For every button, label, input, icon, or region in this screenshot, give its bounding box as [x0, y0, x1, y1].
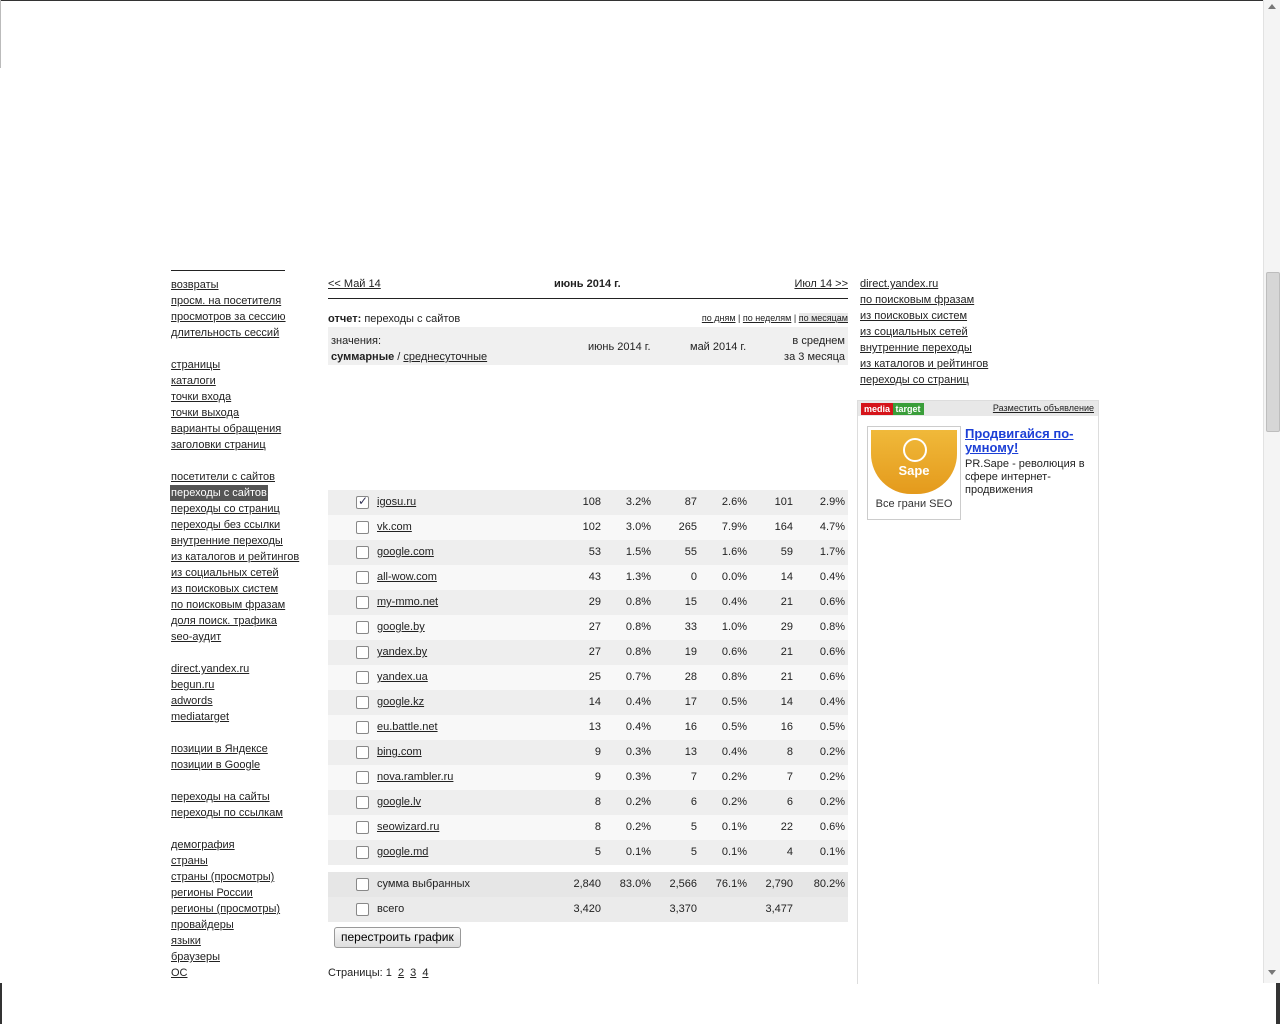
ad-image-slogan: Все грани SEO — [875, 498, 953, 510]
ad-text: PR.Sape - революция в сфере интернет-продвижения — [965, 458, 1085, 496]
cell-v1: 27 — [588, 621, 601, 633]
nav-item[interactable]: просм. на посетителя — [171, 295, 282, 307]
nav-item[interactable]: доля поиск. трафика — [171, 615, 278, 627]
table-row — [328, 790, 848, 815]
cell-v3: 8 — [786, 746, 793, 758]
prev-month-link[interactable]: << Май 14 — [328, 278, 381, 290]
values-header — [328, 327, 848, 365]
nav-divider — [171, 270, 285, 271]
values-sum: суммарные — [331, 351, 395, 363]
cell-v1: 9 — [594, 771, 601, 783]
nav-item[interactable]: из поисковых систем — [171, 583, 279, 595]
cell-p3: 0.6% — [819, 671, 845, 683]
nav-item[interactable]: mediatarget — [171, 711, 230, 723]
nav-item[interactable]: точки выхода — [171, 407, 240, 419]
row-checkbox[interactable] — [356, 796, 369, 809]
cell-p1: 1.5% — [625, 546, 651, 558]
right-nav-item[interactable]: из каталогов и рейтингов — [860, 358, 989, 370]
site-link[interactable]: seowizard.ru — [377, 821, 440, 833]
cell-v2: 16 — [684, 721, 697, 733]
cell-v3: 59 — [780, 546, 793, 558]
row-checkbox[interactable] — [356, 903, 369, 916]
period-separator: | — [738, 313, 741, 323]
cell-v3: 21 — [780, 671, 793, 683]
cell-p3: 0.1% — [819, 846, 845, 858]
nav-item[interactable]: страны — [171, 855, 208, 867]
table-row — [328, 840, 848, 865]
cell-p1: 0.4% — [625, 696, 651, 708]
nav-item[interactable]: переходы по ссылкам — [171, 807, 283, 819]
cell-v3: 6 — [786, 796, 793, 808]
row-checkbox[interactable] — [356, 571, 369, 584]
row-checkbox[interactable] — [356, 696, 369, 709]
cell-p1: 3.0% — [625, 521, 651, 533]
row-checkbox[interactable] — [356, 596, 369, 609]
cell-p3: 0.4% — [819, 696, 845, 708]
cell-v3: 101 — [774, 496, 793, 508]
row-checkbox[interactable] — [356, 621, 369, 634]
cell-v1: 2,840 — [573, 878, 601, 890]
pages-label: Страницы: — [328, 967, 383, 979]
values-avg-link[interactable]: среднесуточные — [403, 351, 488, 363]
cell-p2: 0.4% — [721, 596, 747, 608]
table-row — [328, 690, 848, 715]
cell-v2: 5 — [690, 846, 697, 858]
nav-item[interactable]: позиции в Google — [171, 759, 261, 771]
month-navigation — [328, 276, 848, 299]
right-nav-item[interactable]: внутренние переходы — [860, 342, 972, 354]
cell-v3: 21 — [780, 596, 793, 608]
cell-p2: 76.1% — [715, 878, 747, 890]
site-link[interactable]: google.com — [377, 546, 434, 558]
cell-v1: 25 — [588, 671, 601, 683]
cell-v2: 28 — [684, 671, 697, 683]
sites-table — [328, 490, 848, 865]
right-nav-item[interactable]: из социальных сетей — [860, 326, 968, 338]
cell-p1: 0.3% — [625, 771, 651, 783]
nav-item[interactable]: заголовки страниц — [171, 439, 266, 451]
row-checkbox[interactable] — [356, 546, 369, 559]
cell-p1: 0.2% — [625, 796, 651, 808]
cell-v2: 0 — [690, 571, 697, 583]
table-row — [328, 815, 848, 840]
cell-p3: 1.7% — [819, 546, 845, 558]
cell-p3: 0.4% — [819, 571, 845, 583]
cell-p2: 0.5% — [721, 721, 747, 733]
scroll-thumb[interactable] — [1266, 272, 1280, 432]
table-row — [328, 715, 848, 740]
cell-p3: 2.9% — [819, 496, 845, 508]
total-row — [328, 872, 848, 897]
nav-item[interactable]: браузеры — [171, 951, 220, 963]
mediatarget-logo[interactable]: media target — [861, 403, 924, 415]
place-ad-link[interactable]: Разместить объявление — [992, 403, 1094, 413]
nav-group-gap — [171, 821, 311, 837]
table-row — [328, 590, 848, 615]
window-left-border-bottom — [0, 983, 2, 1024]
site-link[interactable]: vk.com — [377, 521, 412, 533]
period-weeks-link[interactable]: по неделям — [742, 313, 792, 323]
cell-v1: 5 — [594, 846, 601, 858]
nav-item[interactable]: просмотров за сессию — [171, 311, 286, 323]
site-link[interactable]: yandex.ua — [377, 671, 428, 683]
nav-item[interactable]: провайдеры — [171, 919, 234, 931]
nav-item[interactable]: ОС — [171, 967, 188, 979]
values-label: значения: — [331, 335, 382, 347]
total-row — [328, 897, 848, 922]
nav-group-gap — [171, 453, 311, 469]
nav-item[interactable]: begun.ru — [171, 679, 215, 691]
cell-v2: 13 — [684, 746, 697, 758]
cell-p2: 1.6% — [721, 546, 747, 558]
cell-v2: 3,370 — [669, 903, 697, 915]
nav-item[interactable]: позиции в Яндексе — [171, 743, 268, 755]
cell-p2: 0.6% — [721, 646, 747, 658]
cell-p3: 0.6% — [819, 821, 845, 833]
cell-p1: 0.7% — [625, 671, 651, 683]
cell-v3: 164 — [774, 521, 793, 533]
cell-v2: 2,566 — [669, 878, 697, 890]
cell-v1: 9 — [594, 746, 601, 758]
cell-p1: 0.1% — [625, 846, 651, 858]
table-row — [328, 665, 848, 690]
cell-p2: 1.0% — [721, 621, 747, 633]
vertical-scrollbar[interactable] — [1263, 0, 1280, 983]
current-month: июнь 2014 г. — [554, 278, 621, 290]
table-row — [328, 490, 848, 515]
cell-p2: 2.6% — [721, 496, 747, 508]
cell-v3: 22 — [780, 821, 793, 833]
cell-p1: 0.4% — [625, 721, 651, 733]
site-link[interactable]: bing.com — [377, 746, 422, 758]
wreath-icon — [903, 438, 927, 462]
table-row — [328, 615, 848, 640]
nav-item[interactable]: переходы со страниц — [171, 503, 280, 515]
nav-item[interactable]: регионы России — [171, 887, 253, 899]
cell-p3: 0.2% — [819, 796, 845, 808]
cell-v1: 108 — [582, 496, 601, 508]
cell-p2: 0.4% — [721, 746, 747, 758]
cell-p2: 0.2% — [721, 796, 747, 808]
cell-p3: 0.5% — [819, 721, 845, 733]
ad-title-link[interactable]: Продвигайся по-умному! — [965, 426, 1074, 455]
nav-item[interactable]: точки входа — [171, 391, 232, 403]
cell-p3: 0.2% — [819, 746, 845, 758]
cell-v2: 5 — [690, 821, 697, 833]
cell-p1: 3.2% — [625, 496, 651, 508]
nav-item[interactable]: переходы без ссылки — [171, 519, 281, 531]
cell-v1: 14 — [588, 696, 601, 708]
cell-v3: 3,477 — [765, 903, 793, 915]
ad-image[interactable] — [867, 426, 961, 520]
row-checkbox[interactable] — [356, 521, 369, 534]
cell-p2: 0.1% — [721, 846, 747, 858]
cell-p3: 0.2% — [819, 771, 845, 783]
cell-v1: 43 — [588, 571, 601, 583]
site-link[interactable]: google.lv — [377, 796, 422, 808]
page-link-4[interactable]: 4 — [422, 967, 429, 979]
cell-v3: 29 — [780, 621, 793, 633]
pagination — [328, 967, 428, 979]
row-checkbox[interactable] — [356, 846, 369, 859]
nav-item[interactable]: переходы на сайты — [171, 791, 270, 803]
cell-v2: 33 — [684, 621, 697, 633]
cell-p3: 0.8% — [819, 621, 845, 633]
table-row — [328, 765, 848, 790]
page-link-2[interactable]: 2 — [397, 967, 405, 979]
cell-p3: 4.7% — [819, 521, 845, 533]
nav-group-gap — [171, 341, 311, 357]
cell-p1: 0.8% — [625, 646, 651, 658]
cell-p1: 0.3% — [625, 746, 651, 758]
site-link[interactable]: yandex.by — [377, 646, 428, 658]
report-label: отчет: переходы с сайтов — [328, 313, 461, 325]
nav-item[interactable]: языки — [171, 935, 201, 947]
report-panel — [328, 276, 848, 363]
nav-item[interactable]: регионы (просмотры) — [171, 903, 281, 915]
table-row — [328, 740, 848, 765]
table-row — [328, 515, 848, 540]
page-current: 1 — [385, 967, 392, 979]
cell-v3: 14 — [780, 571, 793, 583]
right-nav-item[interactable]: direct.yandex.ru — [860, 278, 939, 290]
cell-v2: 19 — [684, 646, 697, 658]
ad-image-brand: Sape — [898, 463, 930, 478]
nav-item[interactable]: страны (просмотры) — [171, 871, 275, 883]
table-row — [328, 640, 848, 665]
cell-v2: 6 — [690, 796, 697, 808]
cell-v1: 53 — [588, 546, 601, 558]
total-label: сумма выбранных — [377, 878, 471, 890]
cell-p3: 0.6% — [819, 646, 845, 658]
values-mode — [331, 333, 487, 365]
sape-shield-icon — [871, 430, 957, 494]
total-label: всего — [377, 903, 405, 915]
site-link[interactable]: igosu.ru — [377, 496, 417, 508]
site-link[interactable]: all-wow.com — [377, 571, 437, 583]
ad-block — [857, 400, 1099, 984]
row-checkbox[interactable] — [356, 771, 369, 784]
nav-group-gap — [171, 645, 311, 661]
right-nav-item[interactable]: из поисковых систем — [860, 310, 968, 322]
right-nav-item[interactable]: переходы со страниц — [860, 374, 969, 386]
cell-v3: 2,790 — [765, 878, 793, 890]
window-right-border-bottom — [1276, 983, 1280, 1024]
cell-p2: 0.5% — [721, 696, 747, 708]
cell-v3: 4 — [786, 846, 793, 858]
cell-p1: 0.2% — [625, 821, 651, 833]
totals-table — [328, 872, 848, 922]
next-month-link[interactable]: Июл 14 >> — [794, 278, 848, 290]
report-name: переходы с сайтов — [364, 313, 461, 325]
cell-p3: 80.2% — [813, 878, 845, 890]
cell-p1: 1.3% — [625, 571, 651, 583]
nav-item[interactable]: варианты обращения — [171, 423, 282, 435]
nav-item[interactable]: direct.yandex.ru — [171, 663, 250, 675]
period-switcher — [702, 313, 848, 323]
site-link[interactable]: eu.battle.net — [377, 721, 438, 733]
site-link[interactable]: google.md — [377, 846, 429, 858]
cell-p1: 0.8% — [625, 621, 651, 633]
cell-v3: 14 — [780, 696, 793, 708]
row-checkbox[interactable] — [356, 671, 369, 684]
nav-item[interactable]: adwords — [171, 695, 213, 707]
cell-v1: 102 — [582, 521, 601, 533]
cell-p1: 0.8% — [625, 596, 651, 608]
nav-item[interactable]: возвраты — [171, 279, 219, 291]
cell-v1: 8 — [594, 821, 601, 833]
nav-item[interactable]: seo-аудит — [171, 631, 222, 643]
row-checkbox[interactable] — [356, 746, 369, 759]
column-header-june: июнь 2014 г. — [588, 341, 651, 353]
cell-v1: 3,420 — [573, 903, 601, 915]
cell-v2: 17 — [684, 696, 697, 708]
nav-group-gap — [171, 773, 311, 789]
window-left-border — [0, 0, 1, 68]
nav-item[interactable]: страницы — [171, 359, 221, 371]
scroll-up-arrow-icon[interactable] — [1268, 4, 1276, 9]
nav-item[interactable]: внутренние переходы — [171, 535, 283, 547]
nav-item[interactable]: длительность сессий — [171, 327, 280, 339]
cell-p2: 0.2% — [721, 771, 747, 783]
cell-v1: 27 — [588, 646, 601, 658]
row-checkbox[interactable] — [356, 821, 369, 834]
page-link-3[interactable]: 3 — [410, 967, 417, 979]
period-separator: | — [793, 313, 797, 323]
row-checkbox[interactable] — [356, 721, 369, 734]
nav-item[interactable]: из каталогов и рейтингов — [171, 551, 300, 563]
cell-p2: 7.9% — [721, 521, 747, 533]
nav-item[interactable]: демография — [171, 839, 235, 851]
cell-v2: 87 — [684, 496, 697, 508]
row-checkbox[interactable] — [356, 646, 369, 659]
nav-item[interactable]: из социальных сетей — [171, 567, 279, 579]
cell-p2: 0.1% — [721, 821, 747, 833]
cell-p1: 83.0% — [619, 878, 651, 890]
site-link[interactable]: nova.rambler.ru — [377, 771, 454, 783]
nav-item[interactable]: переходы с сайтов — [171, 487, 267, 499]
nav-item[interactable]: по поисковым фразам — [171, 599, 286, 611]
cell-v3: 16 — [780, 721, 793, 733]
nav-item[interactable]: каталоги — [171, 375, 216, 387]
cell-v3: 7 — [786, 771, 793, 783]
cell-v1: 13 — [588, 721, 601, 733]
cell-v2: 15 — [684, 596, 697, 608]
row-checkbox[interactable] — [356, 496, 369, 509]
right-nav-item[interactable]: по поисковым фразам — [860, 294, 975, 306]
cell-v1: 29 — [588, 596, 601, 608]
table-row — [328, 540, 848, 565]
site-link[interactable]: google.kz — [377, 696, 425, 708]
cell-v2: 7 — [690, 771, 697, 783]
row-checkbox[interactable] — [356, 878, 369, 891]
left-navigation — [171, 270, 311, 981]
rebuild-chart-button[interactable]: перестроить график — [334, 927, 461, 948]
cell-p3: 0.6% — [819, 596, 845, 608]
window-top-border — [0, 0, 1280, 1]
column-header-may: май 2014 г. — [690, 341, 747, 353]
cell-p2: 0.8% — [721, 671, 747, 683]
cell-v3: 21 — [780, 646, 793, 658]
scroll-down-arrow-icon[interactable] — [1268, 970, 1276, 975]
values-sep: / — [394, 351, 404, 363]
nav-item[interactable]: посетители с сайтов — [171, 471, 275, 483]
table-row — [328, 565, 848, 590]
cell-v2: 265 — [678, 521, 697, 533]
right-navigation — [860, 276, 988, 388]
site-link[interactable]: my-mmo.net — [377, 596, 439, 608]
nav-group-gap — [171, 725, 311, 741]
column-header-avg: в среднем за 3 месяца — [784, 335, 845, 363]
period-months-link[interactable]: по месяцам — [798, 313, 848, 323]
site-link[interactable]: google.by — [377, 621, 425, 633]
ad-header — [858, 401, 1098, 416]
cell-v2: 55 — [684, 546, 697, 558]
cell-v1: 8 — [594, 796, 601, 808]
cell-p2: 0.0% — [721, 571, 747, 583]
period-days-link[interactable]: по дням — [701, 313, 736, 323]
